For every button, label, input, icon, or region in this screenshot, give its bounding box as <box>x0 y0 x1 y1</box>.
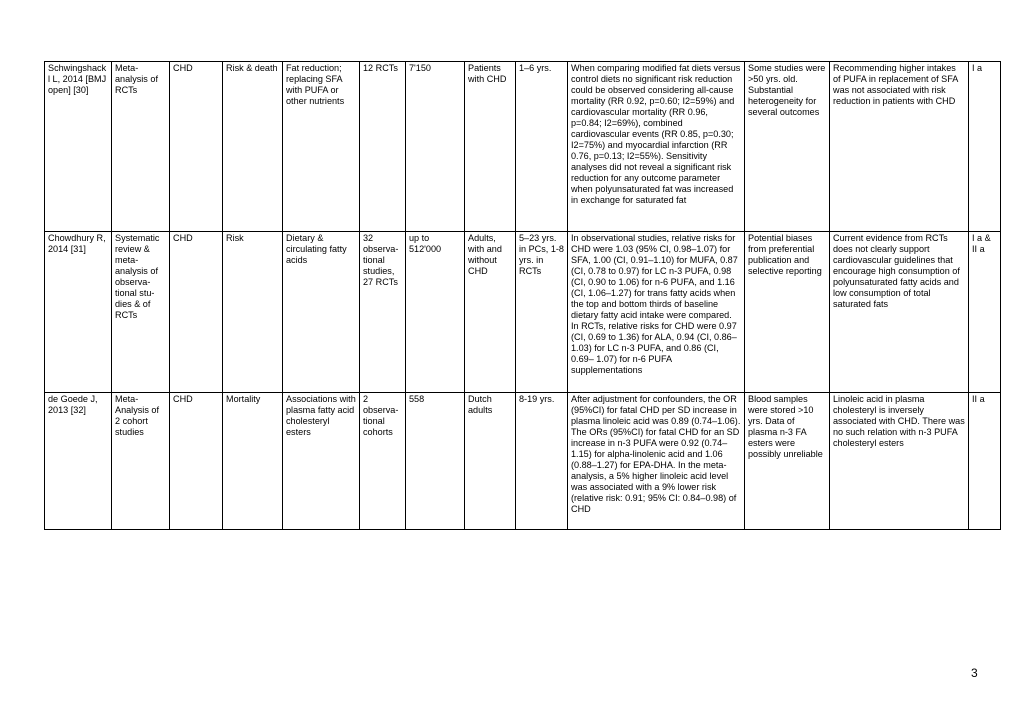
outcome-cell: Risk & death <box>223 62 283 232</box>
design-cell: Systematic review & meta-analysis of observa-tional stu-dies & of RCTs <box>112 232 170 393</box>
population-cell: Patients with CHD <box>465 62 516 232</box>
population-cell: Adults, with and without CHD <box>465 232 516 393</box>
page-number: 3 <box>971 666 978 680</box>
intervention-cell: Fat reduction; replacing SFA with PUFA or other nutrients <box>283 62 360 232</box>
duration-cell: 5–23 yrs. in PCs, 1-8 yrs. in RCTs <box>516 232 568 393</box>
table-row <box>45 232 1001 393</box>
limitations-cell: Blood samples were stored >10 yrs. Data of plasma n-3 FA esters were possibly unreliable <box>745 393 830 530</box>
study-cell: Schwingshackl L, 2014 [BMJ open] [30] <box>45 62 112 232</box>
participants-cell: 7'150 <box>406 62 465 232</box>
design-cell: Meta-analysis of RCTs <box>112 62 170 232</box>
evidence-level-cell: I a <box>969 62 1001 232</box>
studies-cell: 32 observa-tional studies, 27 RCTs <box>360 232 406 393</box>
table-row <box>45 393 1001 530</box>
participants-cell: up to 512'000 <box>406 232 465 393</box>
disease-cell: CHD <box>170 62 223 232</box>
population-cell: Dutch adults <box>465 393 516 530</box>
participants-cell: 558 <box>406 393 465 530</box>
evidence-table <box>44 61 1001 530</box>
table-row <box>45 62 1001 232</box>
study-cell: de Goede J, 2013 [32] <box>45 393 112 530</box>
results-cell: When comparing modified fat diets versus control diets no significant risk reduction could be observed considering all-cause mortality (RR 0.92, p=0.60; I2=59%) and cardiovascular mortality (RR 0.96, p=0.84; I2=69%), combined cardiovascular events (RR 0.85, p=0.30; I2=75%) and myocardial infarction (RR 0.76, p=0.13; I2=55%). Sensitivity analyses did not reveal a significant risk reduction for any outcome parameter when polyunsaturated fat was increased in exchange for saturated fat <box>568 62 745 232</box>
design-cell: Meta-Analysis of 2 cohort studies <box>112 393 170 530</box>
limitations-cell: Potential biases from preferential publication and selective reporting <box>745 232 830 393</box>
evidence-level-cell: II a <box>969 393 1001 530</box>
results-cell: After adjustment for confounders, the OR (95%CI) for fatal CHD per SD increase in plasma linoleic acid was 0.89 (0.74–1.06). The ORs (95%CI) for fatal CHD for an SD increase in n-3 PUFA were 0.92 (0.74–1.15) for alpha-linolenic acid and 1.06 (0.88–1.27) for EPA-DHA. In the meta-analysis, a 5% higher linoleic acid level was associated with a 9% lower risk (relative risk: 0.91; 95% CI: 0.84–0.98) of CHD <box>568 393 745 530</box>
evidence-level-cell: I a & II a <box>969 232 1001 393</box>
outcome-cell: Mortality <box>223 393 283 530</box>
study-cell: Chowdhury R, 2014 [31] <box>45 232 112 393</box>
intervention-cell: Associations with plasma fatty acid cholesteryl esters <box>283 393 360 530</box>
conclusion-cell: Linoleic acid in plasma cholesteryl is inversely associated with CHD. There was no such relation with n-3 PUFA cholesteryl esters <box>830 393 969 530</box>
conclusion-cell: Current evidence from RCTs does not clearly support cardiovascular guidelines that encourage high consumption of polyunsaturated fatty acids and low consumption of total saturated fats <box>830 232 969 393</box>
outcome-cell: Risk <box>223 232 283 393</box>
studies-cell: 12 RCTs <box>360 62 406 232</box>
conclusion-cell: Recommending higher intakes of PUFA in replacement of SFA was not associated with risk reduction in patients with CHD <box>830 62 969 232</box>
results-cell: In observational studies, relative risks for CHD were 1.03 (95% CI, 0.98–1.07) for SFA, 1.00 (CI, 0.91–1.10) for MUFA, 0.87 (CI, 0.78 to 0.97) for LC n-3 PUFA, 0.98 (CI, 0.90 to 1.06) for n-6 PUFA, and 1.16 (CI, 1.06–1.27) for trans fatty acids when the top and bottom thirds of baseline dietary fatty acid intake were compared. In RCTs, relative risks for CHD were 0.97 (CI, 0.69 to 1.36) for ALA, 0.94 (CI, 0.86–1.03) for LC n-3 PUFA, and 0.86 (CI, 0.69– 1.07) for n-6 PUFA supplementations <box>568 232 745 393</box>
duration-cell: 8-19 yrs. <box>516 393 568 530</box>
disease-cell: CHD <box>170 393 223 530</box>
intervention-cell: Dietary & circulating fatty acids <box>283 232 360 393</box>
studies-cell: 2 observa-tional cohorts <box>360 393 406 530</box>
duration-cell: 1–6 yrs. <box>516 62 568 232</box>
disease-cell: CHD <box>170 232 223 393</box>
limitations-cell: Some studies were >50 yrs. old. Substantial heterogeneity for several outcomes <box>745 62 830 232</box>
